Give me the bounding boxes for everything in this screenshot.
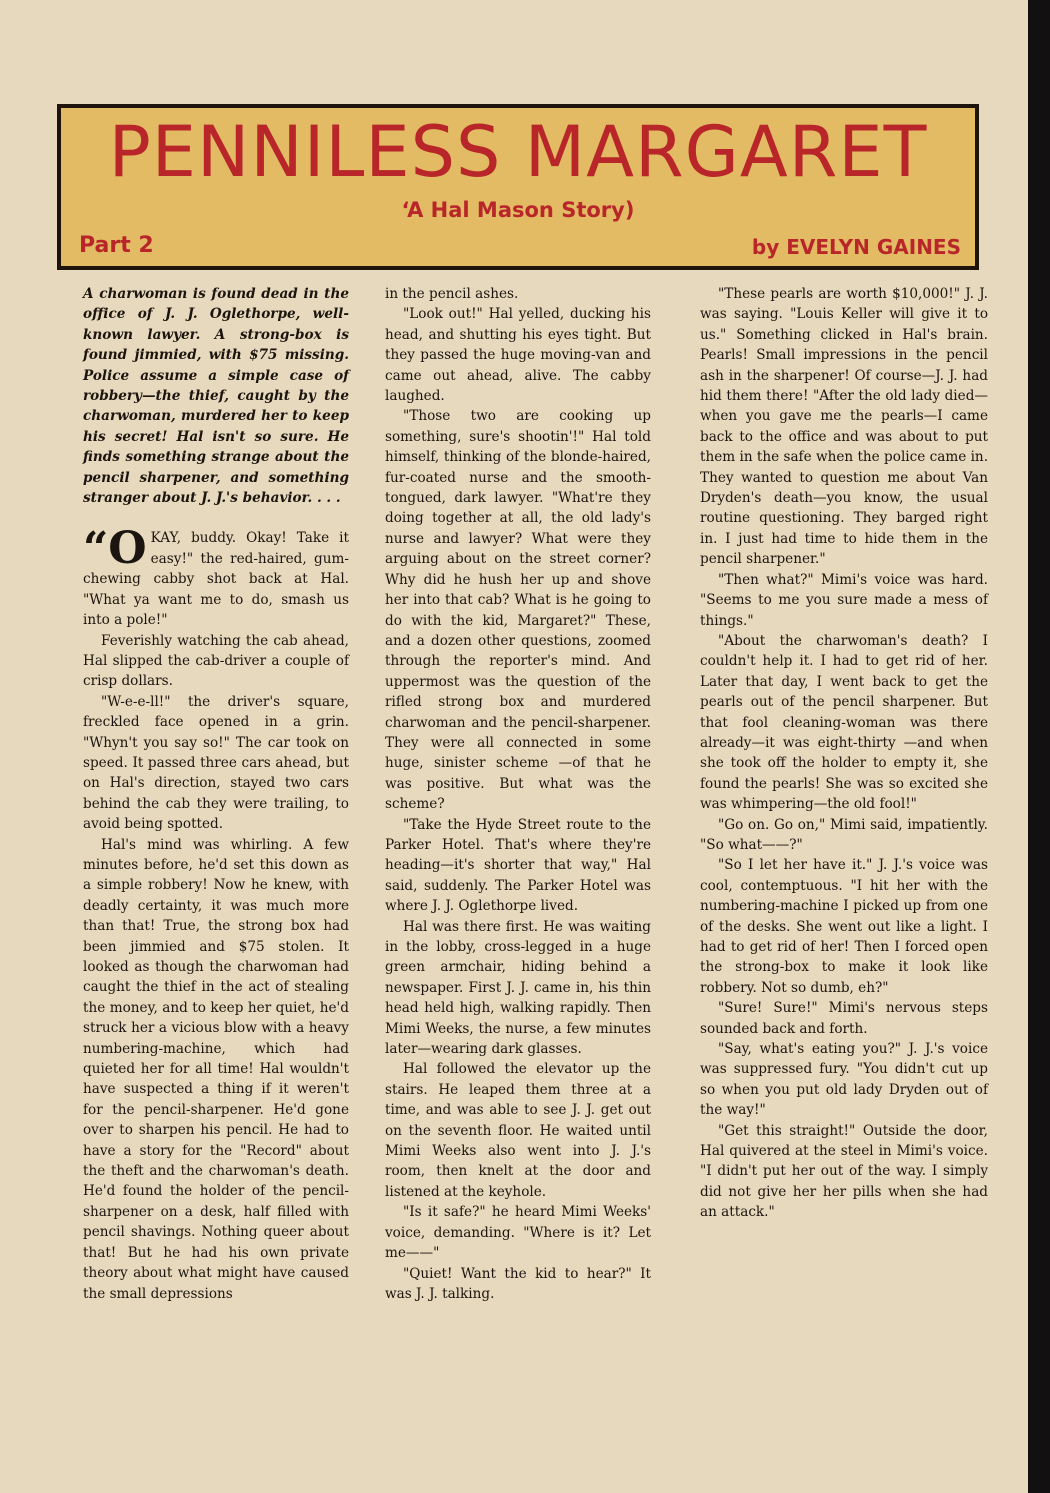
opening-text: KAY, buddy. Okay! Take it easy!" the red-haired, gum-chewing cabby shot back at Hal. "What ya want me to do, smash us into a pole!": [83, 530, 349, 629]
author-byline: by EVELYN GAINES: [751, 235, 961, 259]
paragraph: Hal's mind was whirling. A few minutes before, he'd set this down as a simple robbery! Now he knew, with deadly certainty, it was much more than that! True, the strong box had been jimmied and $75 stolen. It looked as though the charwoman had caught the thief in the act of stealing the money, and to keep her quiet, he'd struck her a vicious blow with a heavy numbering-machine, which had quieted her for all time! Hal wouldn't have suspected a thing if it weren't for the pencil-sharpener. He'd gone over to sharpen his pencil. He had to have a story for the "Record" about the theft and the charwoman's death. He'd found the holder of the pencil-sharpener on a desk, half filled with pencil shavings. Nothing queer about that! But he had his own private theory about what might have caused the small depressions: [83, 836, 349, 1302]
part-number: Part 2: [79, 233, 154, 258]
paragraph: "Get this straight!" Outside the door, Hal quivered at the steel in Mimi's voice. "I didn't put her out of the way. I simply did not give her her pills when she had an attack.": [700, 1122, 988, 1221]
paragraph: "Say, what's eating you?" J. J.'s voice was suppressed fury. "You didn't cut up so when you put old lady Dryden out of the way!": [700, 1041, 988, 1119]
paragraph: Hal followed the elevator up the stairs. He leaped them three at a time, and was able to see J. J. get out on the seventh floor. He waited until Mimi Weeks also went into J. J.'s room, then knelt at the door and listened at the keyhole.: [385, 1061, 651, 1200]
paragraph: "So I let her have it." J. J.'s voice was cool, contemptuous. "I hit her with the numbering-machine I picked up from one of the desks. She went out like a light. I had to get rid of her! Then I forced open the strong-box to make it look like robbery. Not so dumb, eh?": [700, 857, 988, 996]
paragraph: "Is it safe?" he heard Mimi Weeks' voice, demanding. "Where is it? Let me——": [385, 1204, 651, 1262]
paragraph: "About the charwoman's death? I couldn't help it. I had to get rid of her. Later that day, I went back to get the pearls out of the pencil sharpener. But that fool cleaning-woman was there already—it was eight-thirty —and when she took off the holder to empty it, she found the pearls! She was so excited she was whimpering—the old fool!": [700, 632, 988, 813]
story-title: PENNILESS MARGARET: [108, 111, 928, 193]
title-banner: [57, 104, 979, 270]
paragraph: "Go on. Go on," Mimi said, impatiently. "So what——?": [700, 816, 988, 853]
paragraph: "Those two are cooking up something, sure's shootin'!" Hal told himself, thinking of the blonde-haired, fur-coated nurse and the smooth-tongued, dark lawyer. "What're they doing together at all, the old lady's nurse and lawyer? What were they arguing about on the street corner? Why did he hush her up and shove her into that cab? What is he going to do with the kid, Margaret?" These, and a dozen other questions, zoomed through the reporter's mind. And uppermost was the question of the rifled strong box and murdered charwoman and the pencil-sharpener. They were all connected in some huge, sinister scheme —of that he was positive. But what was the scheme?: [385, 408, 651, 813]
story-synopsis: A charwoman is found dead in the office of J. J. Oglethorpe, well-known lawyer. A strong-box is found jimmied, with $75 missing. Police assume a simple case of robbery—the thief, caught by the charwoman, murdered her to keep his secret! Hal isn't so sure. He finds something strange about the pencil sharpener, and something stranger about J. J.'s behavior. . . .: [83, 286, 349, 507]
paragraph: in the pencil ashes.: [385, 286, 519, 302]
paragraph: "Then what?" Mimi's voice was hard. "Seems to me you sure made a mess of things.": [700, 571, 988, 629]
paragraph: "W-e-e-ll!" the driver's square, freckled face opened in a grin. "Whyn't you say so!" The car took on speed. It passed three cars ahead, but on Hal's direction, stayed two cars behind the cab they were trailing, to avoid being spotted.: [83, 693, 349, 833]
drop-cap: “O: [83, 523, 147, 575]
paragraph: "Quiet! Want the kid to hear?" It was J. J. talking.: [385, 1265, 651, 1302]
paragraph: Hal was there first. He was waiting in the lobby, cross-legged in a huge green armchair, hiding behind a newspaper. First J. J. came in, his thin head held high, walking rapidly. Then Mimi Weeks, the nurse, a few minutes later—wearing dark glasses.: [385, 918, 651, 1058]
paragraph: "Take the Hyde Street route to the Parker Hotel. That's where they're heading—it's shorter that way," Hal said, suddenly. The Parker Hotel was where J. J. Oglethorpe lived.: [385, 816, 651, 915]
paragraph: "These pearls are worth $10,000!" J. J. was saying. "Louis Keller will give it to us." Something clicked in Hal's brain. Pearls! Small impressions in the pencil ash in the sharpener! Of course—J. J. had hid them there! "After the old lady died—when you gave me the pearls—I came back to the office and was about to put them in the safe when the police came in. They wanted to question me about Van Dryden's death—you know, the usual routine questioning. They barged right in. I just had time to hide them in the pencil sharpener.": [700, 286, 989, 568]
page-edge: [1028, 0, 1050, 1493]
text-column-3: [700, 284, 988, 1223]
paragraph: "Sure! Sure!" Mimi's nervous steps sounded back and forth.: [700, 1000, 988, 1037]
paragraph: "Look out!" Hal yelled, ducking his head, and shutting his eyes tight. But they passed the huge moving-van and came out ahead, alive. The cabby laughed.: [385, 306, 651, 405]
paragraph: Feverishly watching the cab ahead, Hal slipped the cab-driver a couple of crisp dollars.: [83, 632, 349, 690]
text-column-1: [83, 284, 349, 1304]
opening-paragraph: [83, 523, 349, 630]
story-subtitle: ‘A Hal Mason Story): [401, 198, 635, 222]
text-column-2: [385, 284, 651, 1304]
